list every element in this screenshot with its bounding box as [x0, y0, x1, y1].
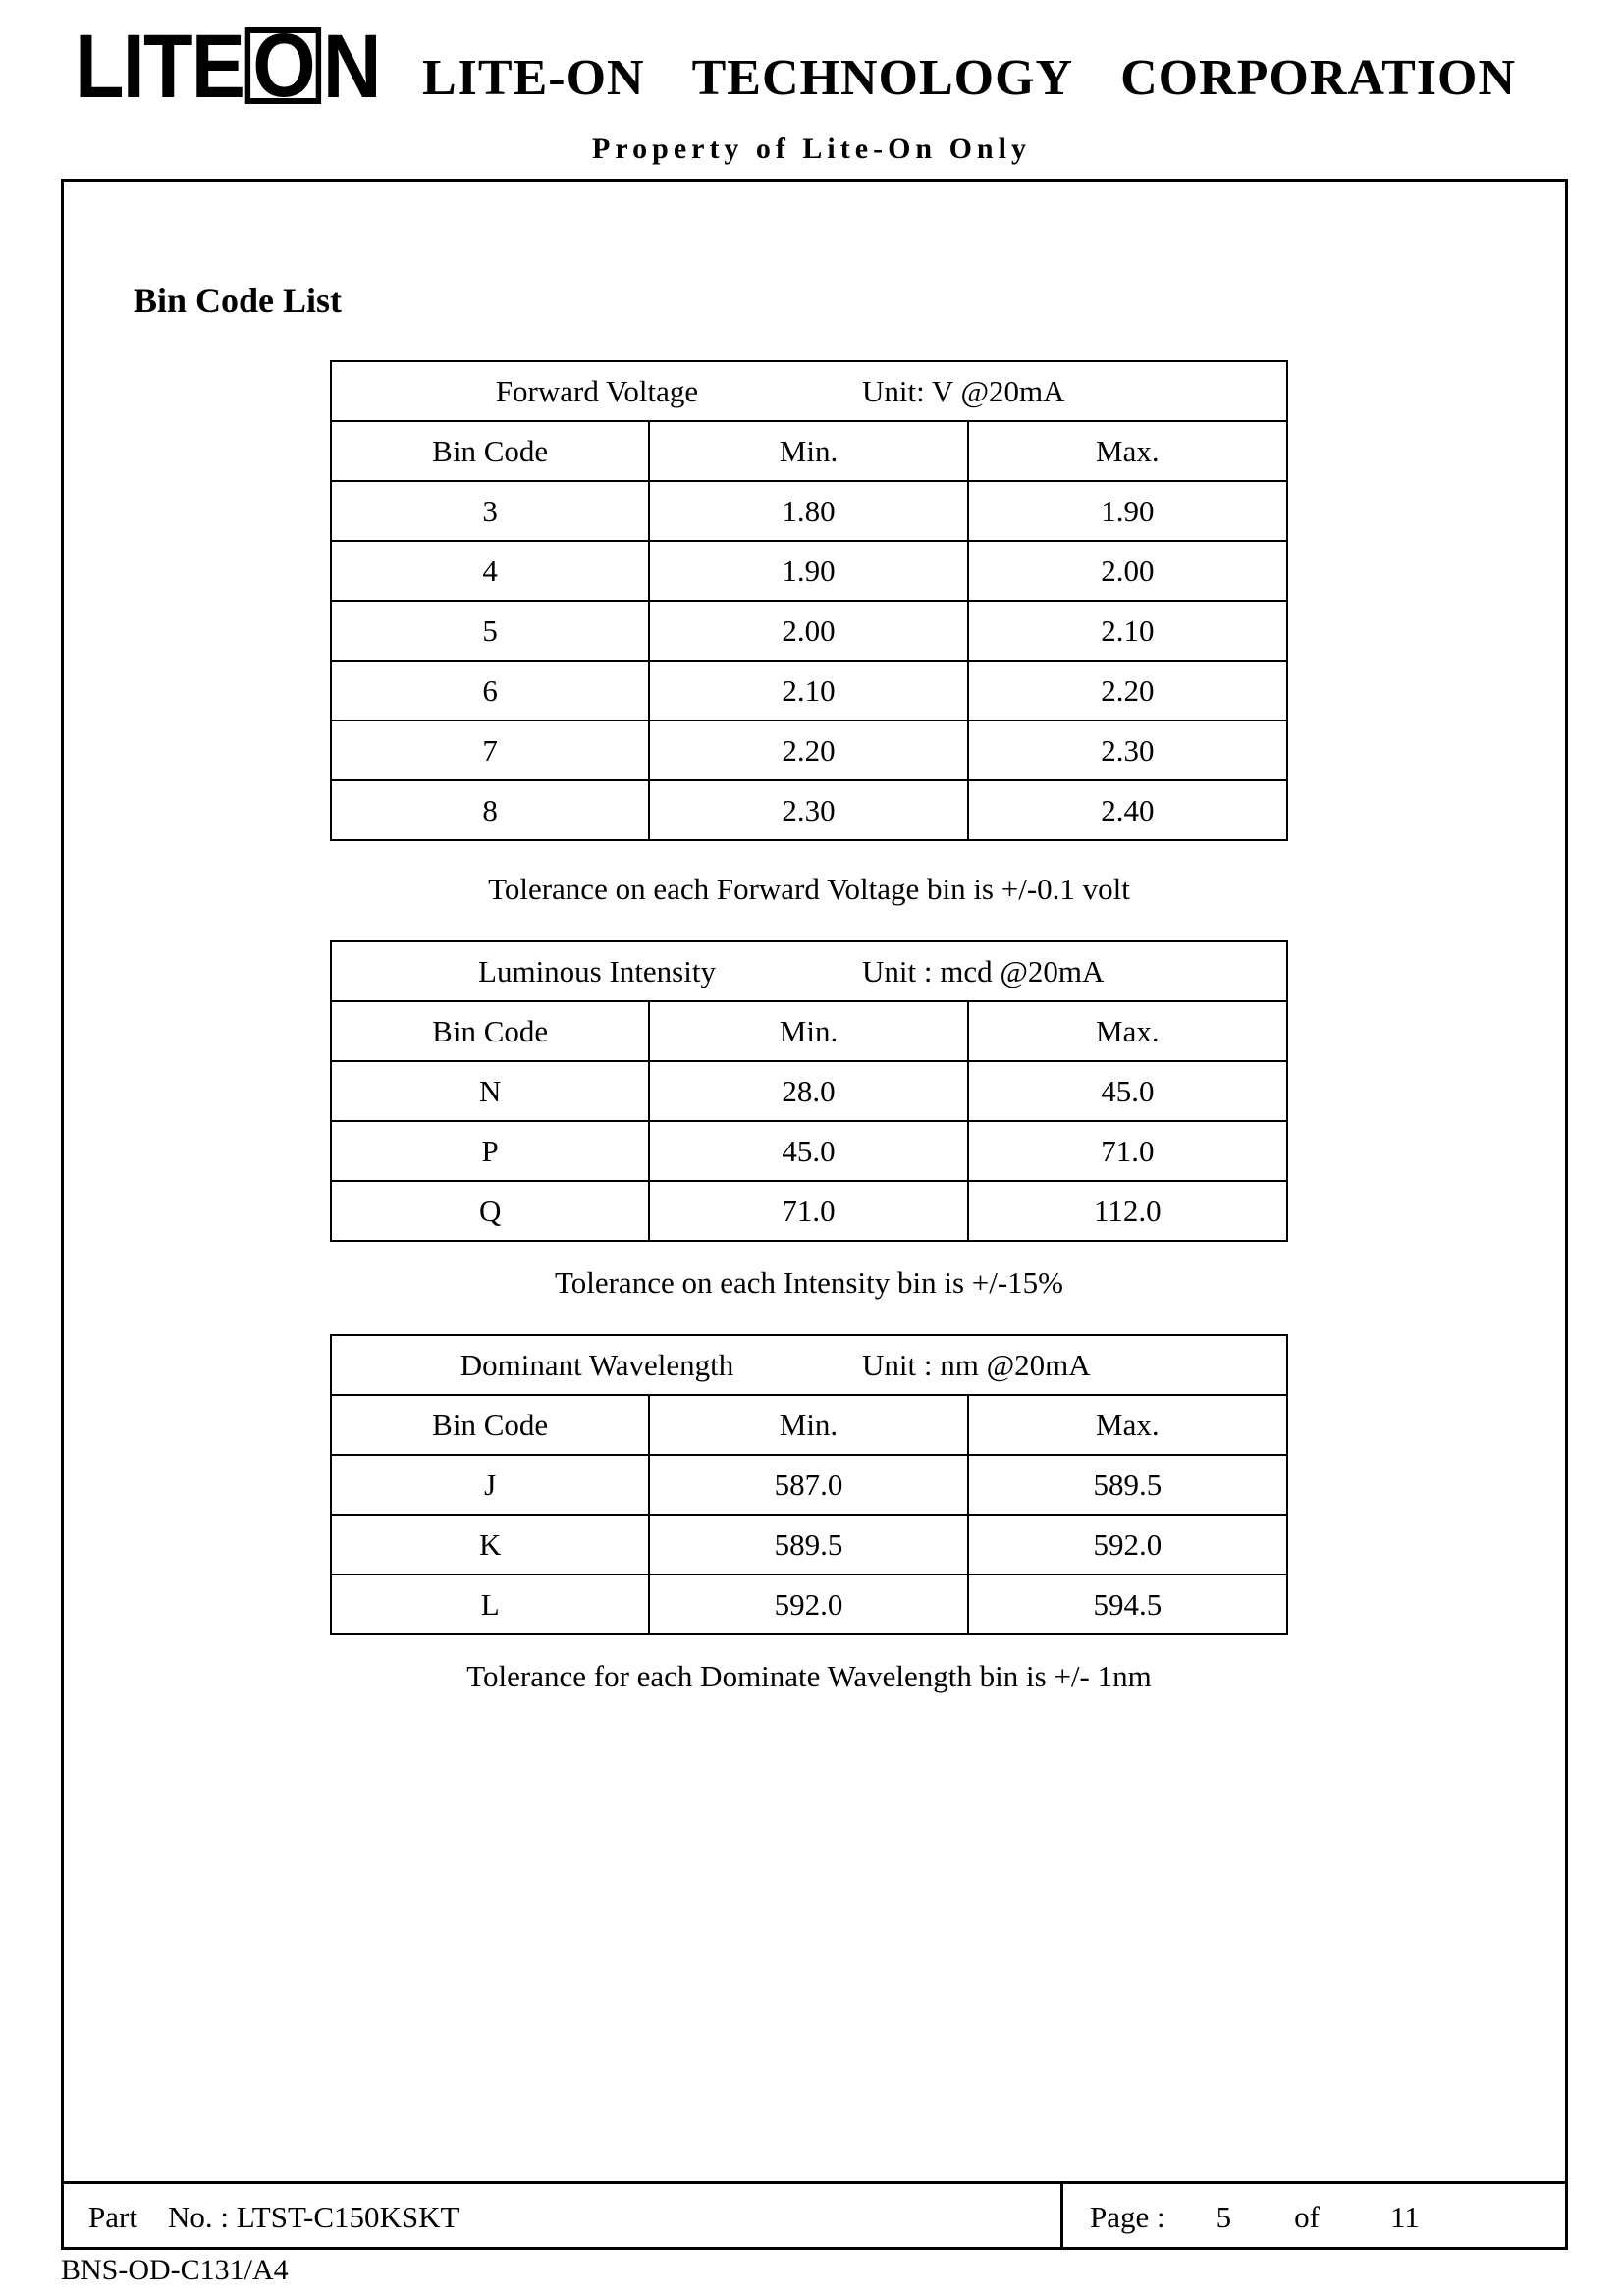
- column-header: Bin Code: [331, 1395, 649, 1455]
- column-header-row: [331, 421, 1287, 481]
- column-header: Max.: [968, 1001, 1287, 1061]
- table-unit: Unit : nm @20mA: [862, 1347, 1091, 1382]
- min-value: 28.0: [649, 1061, 967, 1121]
- table-header: [331, 1335, 1287, 1395]
- min-value: 71.0: [649, 1181, 967, 1241]
- table-row: [331, 1061, 1287, 1121]
- min-value: 587.0: [649, 1455, 967, 1515]
- column-header: Bin Code: [331, 1001, 649, 1061]
- bin-code: P: [331, 1121, 649, 1181]
- max-value: 594.5: [968, 1575, 1287, 1634]
- column-header: Min.: [649, 1001, 967, 1061]
- column-header: Min.: [649, 421, 967, 481]
- table-row: [331, 661, 1287, 721]
- max-value: 2.10: [968, 601, 1287, 661]
- min-value: 592.0: [649, 1575, 967, 1634]
- min-value: 2.20: [649, 721, 967, 780]
- bin-code: 8: [331, 780, 649, 840]
- table-row: [331, 780, 1287, 840]
- page-label: Page :: [1090, 2200, 1165, 2234]
- column-header: Bin Code: [331, 421, 649, 481]
- min-value: 45.0: [649, 1121, 967, 1181]
- bin-code: Q: [331, 1181, 649, 1241]
- table-row: [331, 481, 1287, 541]
- bin-code: L: [331, 1575, 649, 1634]
- table-row: [331, 1181, 1287, 1241]
- max-value: 45.0: [968, 1061, 1287, 1121]
- bin-code: N: [331, 1061, 649, 1121]
- part-no-label: No. :: [167, 2200, 229, 2234]
- company-name: [422, 49, 1516, 107]
- page-footer: [61, 2181, 1568, 2250]
- page-number: [1090, 2200, 1420, 2235]
- min-value: 1.80: [649, 481, 967, 541]
- max-value: 589.5: [968, 1455, 1287, 1515]
- table-header: [331, 941, 1287, 1001]
- company-word: LITE-ON: [422, 50, 645, 106]
- max-value: 2.40: [968, 780, 1287, 840]
- min-value: 589.5: [649, 1515, 967, 1575]
- column-header: Max.: [968, 1395, 1287, 1455]
- table-unit: Unit: V @20mA: [862, 373, 1065, 408]
- page-of: of: [1294, 2200, 1320, 2234]
- table-row: [331, 1515, 1287, 1575]
- max-value: 71.0: [968, 1121, 1287, 1181]
- table-row: [331, 541, 1287, 601]
- max-value: 2.00: [968, 541, 1287, 601]
- luminous-intensity-table: [330, 940, 1288, 1242]
- table-row: [331, 1575, 1287, 1634]
- tolerance-note: Tolerance on each Forward Voltage bin is +/-0.1 volt: [488, 872, 1130, 906]
- max-value: 112.0: [968, 1181, 1287, 1241]
- max-value: 1.90: [968, 481, 1287, 541]
- max-value: 2.20: [968, 661, 1287, 721]
- table-unit: Unit : mcd @20mA: [862, 953, 1105, 988]
- bin-code: 7: [331, 721, 649, 780]
- table-row: [331, 601, 1287, 661]
- dominant-wavelength-table: [330, 1334, 1288, 1635]
- page-total: 11: [1389, 2200, 1420, 2234]
- max-value: 592.0: [968, 1515, 1287, 1575]
- column-header: Min.: [649, 1395, 967, 1455]
- min-value: 2.30: [649, 780, 967, 840]
- part-number: [88, 2200, 460, 2235]
- max-value: 2.30: [968, 721, 1287, 780]
- bin-code: 4: [331, 541, 649, 601]
- company-word: CORPORATION: [1120, 50, 1517, 106]
- min-value: 1.90: [649, 541, 967, 601]
- table-header: [331, 361, 1287, 421]
- form-code: BNS-OD-C131/A4: [61, 2254, 289, 2286]
- min-value: 2.10: [649, 661, 967, 721]
- bin-code: 3: [331, 481, 649, 541]
- part-label: Part: [88, 2200, 137, 2234]
- forward-voltage-table: [330, 360, 1288, 841]
- tolerance-note: Tolerance on each Intensity bin is +/-15%: [554, 1265, 1064, 1300]
- table-row: [331, 1121, 1287, 1181]
- tolerance-note: Tolerance for each Dominate Wavelength bin is +/- 1nm: [466, 1659, 1152, 1693]
- company-word: TECHNOLOGY: [691, 50, 1074, 106]
- table-row: [331, 1455, 1287, 1515]
- bin-code: K: [331, 1515, 649, 1575]
- liteon-logo: LITEON: [75, 16, 380, 117]
- table-row: [331, 721, 1287, 780]
- column-header: Max.: [968, 421, 1287, 481]
- section-title: Bin Code List: [134, 281, 343, 320]
- property-notice: Property of Lite-On Only: [592, 133, 1031, 165]
- table-label: Forward Voltage: [495, 373, 699, 408]
- part-no-value: LTST-C150KSKT: [236, 2200, 460, 2234]
- bin-code: 5: [331, 601, 649, 661]
- table-label: Luminous Intensity: [478, 953, 716, 988]
- bin-code: J: [331, 1455, 649, 1515]
- footer-divider: [1060, 2184, 1063, 2250]
- bin-code: 6: [331, 661, 649, 721]
- column-header-row: [331, 1001, 1287, 1061]
- table-label: Dominant Wavelength: [460, 1347, 734, 1382]
- column-header-row: [331, 1395, 1287, 1455]
- page-current: 5: [1216, 2200, 1232, 2234]
- min-value: 2.00: [649, 601, 967, 661]
